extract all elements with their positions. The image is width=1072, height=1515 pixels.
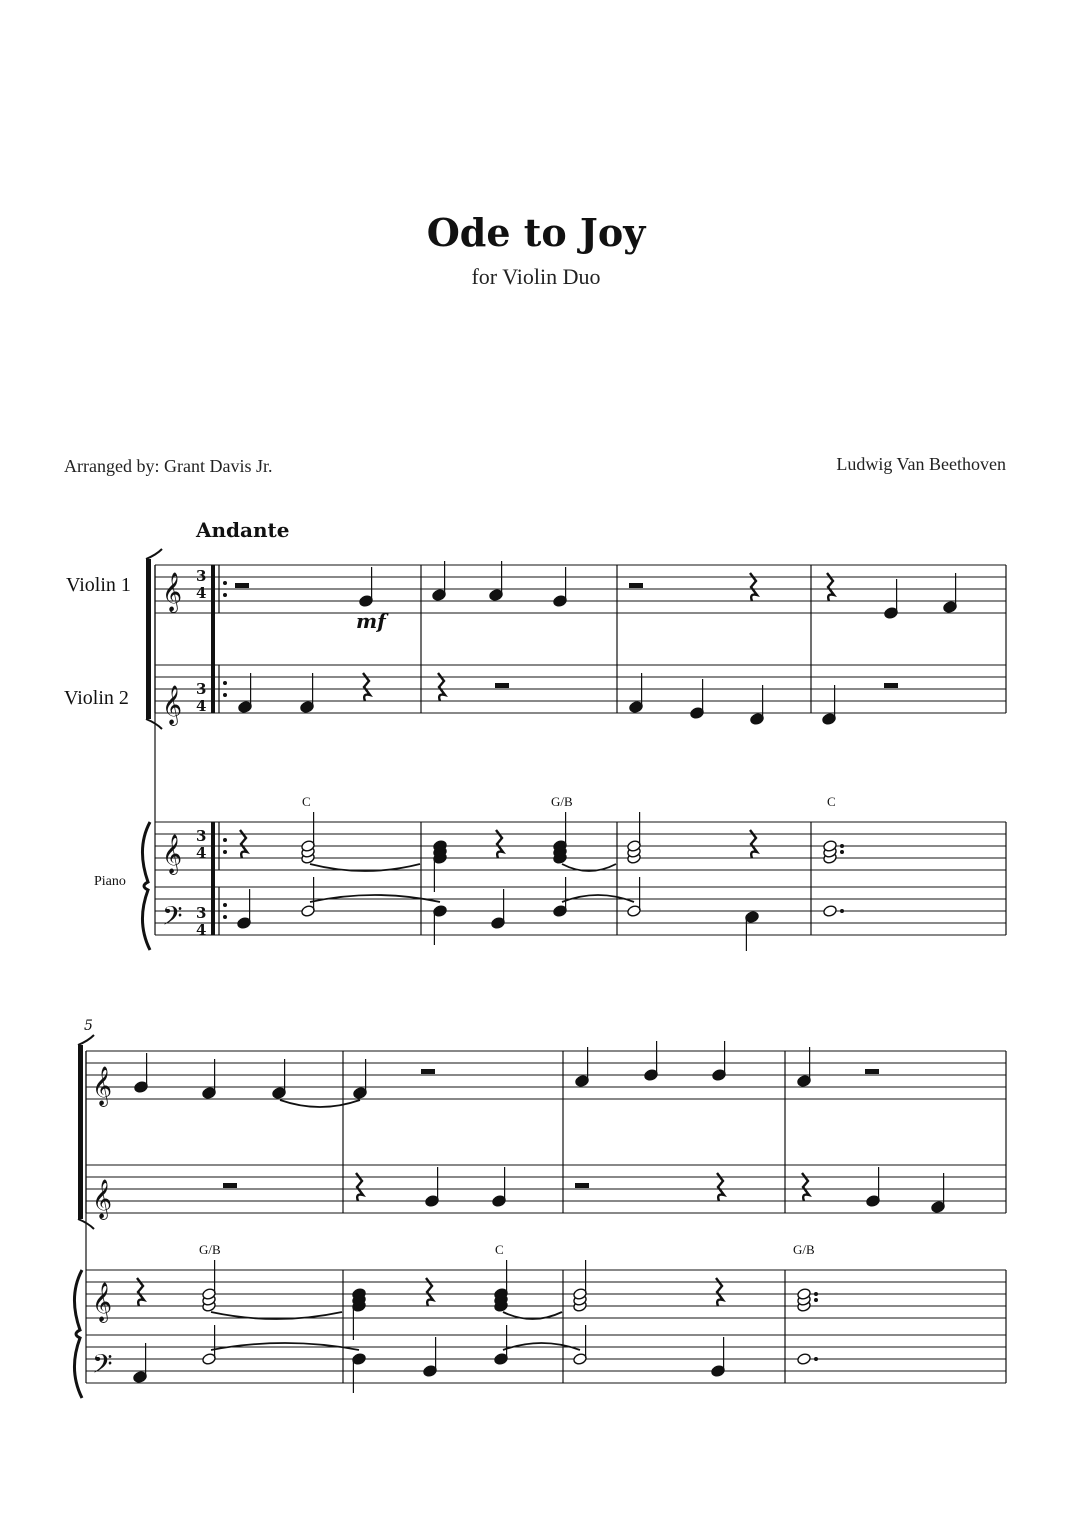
treble-clef-icon: 𝄞 bbox=[162, 572, 183, 612]
svg-text:3: 3 bbox=[196, 680, 207, 698]
half-rest bbox=[235, 583, 249, 588]
half-rest bbox=[884, 683, 898, 688]
bass-clef-icon: 𝄢 bbox=[92, 1348, 113, 1386]
bass-clef-icon: 𝄢 bbox=[162, 900, 183, 938]
svg-text:4: 4 bbox=[196, 921, 207, 939]
tempo-marking: Andante bbox=[196, 518, 290, 542]
repeat-dot bbox=[223, 593, 227, 597]
chord-symbol: G/B bbox=[551, 794, 573, 809]
piano-label: Piano bbox=[94, 874, 126, 889]
half-rest bbox=[421, 1069, 435, 1074]
treble-clef-icon: 𝄞 bbox=[162, 685, 183, 725]
bracket-icon bbox=[78, 1045, 83, 1219]
svg-text:3: 3 bbox=[196, 904, 207, 922]
half-rest bbox=[575, 1183, 589, 1188]
brace-icon bbox=[142, 822, 150, 950]
piece-subtitle: for Violin Duo bbox=[471, 264, 601, 289]
augmentation-dot bbox=[840, 909, 844, 913]
dynamic-marking: mf bbox=[356, 609, 386, 633]
treble-clef-icon: 𝄞 bbox=[162, 834, 183, 874]
repeat-dot bbox=[223, 581, 227, 585]
brace-icon bbox=[74, 1270, 82, 1398]
notation bbox=[74, 549, 1006, 1398]
half-rest bbox=[865, 1069, 879, 1074]
svg-text:4: 4 bbox=[196, 584, 207, 602]
repeat-dot bbox=[223, 693, 227, 697]
half-rest bbox=[223, 1183, 237, 1188]
chord-symbol: C bbox=[495, 1242, 504, 1257]
note-head bbox=[797, 1353, 812, 1366]
bracket-icon bbox=[146, 549, 162, 559]
treble-clef-icon: 𝄞 bbox=[92, 1282, 113, 1322]
time-signature bbox=[196, 904, 206, 939]
bracket-icon bbox=[146, 559, 151, 719]
svg-text:4: 4 bbox=[196, 844, 207, 862]
repeat-dot bbox=[223, 903, 227, 907]
chord-symbol: C bbox=[827, 794, 836, 809]
piece-title: Ode to Joy bbox=[426, 210, 646, 255]
composer-credit: Ludwig Van Beethoven bbox=[836, 454, 1006, 474]
time-signature bbox=[196, 567, 206, 602]
repeat-dot bbox=[223, 850, 227, 854]
treble-clef-icon: 𝄞 bbox=[92, 1179, 113, 1219]
svg-text:3: 3 bbox=[196, 567, 207, 585]
bracket-icon bbox=[78, 1035, 94, 1045]
augmentation-dot bbox=[840, 850, 844, 854]
time-signature bbox=[196, 827, 206, 862]
svg-text:4: 4 bbox=[196, 697, 207, 715]
svg-text:3: 3 bbox=[196, 827, 207, 845]
treble-clef-icon: 𝄞 bbox=[92, 1066, 113, 1106]
bracket-icon bbox=[146, 719, 162, 729]
note-head bbox=[823, 905, 838, 918]
chord-symbol: G/B bbox=[793, 1242, 815, 1257]
half-rest bbox=[495, 683, 509, 688]
chord-symbol: G/B bbox=[199, 1242, 221, 1257]
augmentation-dot bbox=[814, 1292, 818, 1296]
repeat-dot bbox=[223, 838, 227, 842]
augmentation-dot bbox=[840, 844, 844, 848]
arranger-credit: Arranged by: Grant Davis Jr. bbox=[64, 456, 273, 476]
repeat-dot bbox=[223, 915, 227, 919]
violin2-label: Violin 2 bbox=[64, 687, 129, 709]
measure-number: 5 bbox=[84, 1018, 93, 1034]
augmentation-dot bbox=[814, 1357, 818, 1361]
chord-symbol: C bbox=[302, 794, 311, 809]
half-rest bbox=[629, 583, 643, 588]
violin1-label: Violin 1 bbox=[66, 574, 131, 596]
tie bbox=[280, 1100, 360, 1107]
time-signature bbox=[196, 680, 206, 715]
augmentation-dot bbox=[814, 1298, 818, 1302]
repeat-dot bbox=[223, 681, 227, 685]
